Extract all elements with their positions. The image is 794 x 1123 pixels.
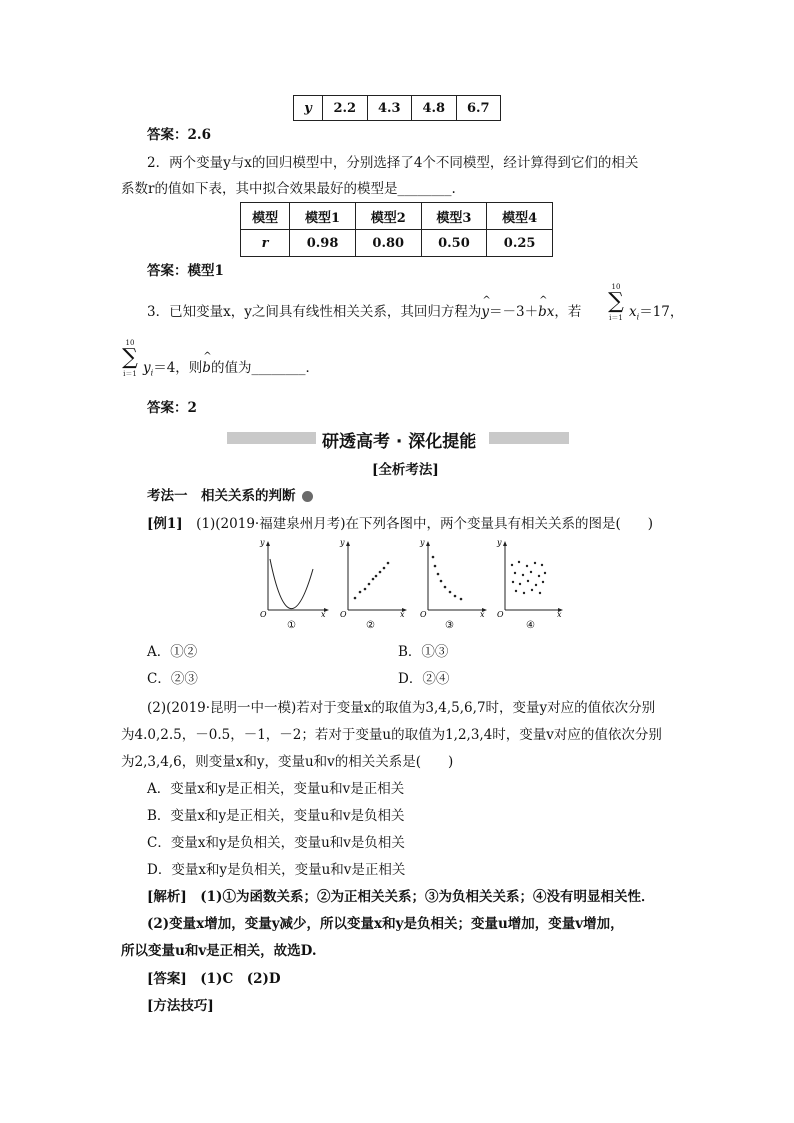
x-axis-label: x	[557, 610, 562, 619]
sum-x-symbol: 10 ∑ i＝1	[608, 283, 624, 322]
graph-4	[496, 538, 563, 630]
sum-upper-limit: 10	[611, 283, 621, 291]
answer-3: 答案：2	[147, 400, 197, 416]
table-cell: 4.8	[412, 96, 457, 121]
example-1-question: (1)(2019·福建泉州月考)在下列各图中，两个变量具有相关关系的图是( )	[196, 516, 654, 532]
table-header: 模型1	[290, 203, 356, 230]
y-axis-label: y	[260, 538, 265, 547]
equation-middle: ＝－3＋	[488, 304, 539, 320]
table-cell: 6.7	[456, 96, 501, 121]
table-cell: 0.50	[421, 230, 487, 257]
table-row-label: y	[294, 96, 323, 121]
table-cell: 2.2	[323, 96, 368, 121]
subscript-i: i	[150, 368, 154, 378]
method-1-text: 考法一 相关关系的判断	[147, 488, 296, 504]
example-1-part-2-line-3: 为2,3,4,6，则变量x和y，变量u和v的相关关系是( )	[121, 754, 454, 770]
y-hat: ^ y	[481, 304, 489, 320]
table-row-label: r	[241, 230, 290, 257]
x-variable: x	[629, 304, 637, 320]
answer-2: 答案：模型1	[147, 263, 224, 279]
table-header: 模型2	[355, 203, 421, 230]
graph-label: ①	[287, 620, 296, 630]
example-label: [例1]	[147, 516, 183, 532]
question-3-lead: 3．已知变量x，y之间具有线性相关关系，其回归方程为	[147, 304, 482, 320]
table-header: 模型3	[421, 203, 487, 230]
graph-label: ③	[445, 620, 454, 630]
example-1-line-1	[147, 512, 653, 532]
graph-3	[419, 538, 487, 630]
option-d: D．变量x和y是负相关，变量u和v是正相关	[147, 862, 406, 878]
x-variable: x	[546, 304, 555, 320]
sum-lower-limit: i＝1	[609, 314, 623, 322]
analysis-part-1: [解析] (1)①为函数关系；②为正相关关系；③为负相关关系；④没有明显相关性．	[147, 889, 655, 905]
example-1-part-2-line-2: 为4.0,2.5，－0.5，－1，－2；若对于变量u的取值为1,2,3,4时，变量v对应的值依次分别	[121, 727, 662, 743]
analysis-part-2-line-2: 所以变量u和v是正相关，故选D.	[121, 943, 317, 959]
question-2-line-2: 系数r的值如下表，其中拟合效果最好的模型是________.	[121, 181, 456, 197]
y-axis-label: y	[340, 538, 345, 547]
answer-1: 答案：2.6	[147, 127, 211, 143]
option-c: C．②③	[147, 671, 198, 687]
model-table	[240, 202, 553, 257]
x-axis-label: x	[480, 610, 485, 619]
table-cell: 0.80	[355, 230, 421, 257]
y-axis-label: y	[420, 538, 425, 547]
graph-2	[339, 538, 407, 630]
table-cell: 4.3	[367, 96, 412, 121]
example-1-part-2-line-1: (2)(2019·昆明一中一模)若对于变量x的取值为3,4,5,6,7时，变量y对应的值依次分别	[147, 700, 656, 716]
subscript-i: i	[636, 312, 640, 322]
analysis-part-2-line-1: (2)变量x增加，变量y减少，所以变量x和y是负相关；变量u增加，变量v增加，	[147, 916, 624, 932]
sum-lower-limit: i＝1	[123, 370, 137, 378]
section-subtitle: [全析考法]	[372, 462, 439, 478]
table-cell: 0.25	[487, 230, 553, 257]
option-b: B．变量x和y是正相关，变量u和v是负相关	[147, 808, 405, 824]
table-header: 模型	[241, 203, 290, 230]
option-a: A．①②	[147, 644, 198, 660]
example-1-answer: [答案] (1)C (2)D	[147, 971, 281, 987]
b-hat: ^ b	[202, 360, 211, 376]
method-1-label	[147, 484, 313, 504]
origin-label: O	[420, 610, 427, 619]
bullet-circle-icon	[302, 491, 313, 502]
question-3-line-2	[143, 356, 319, 378]
sum-x-value: ＝17，	[639, 304, 684, 320]
sum-x-expression	[629, 300, 683, 322]
top-data-table	[293, 95, 501, 121]
correlation-graphs	[255, 535, 575, 630]
table-header: 模型4	[487, 203, 553, 230]
b-hat: ^ b	[538, 304, 547, 320]
graph-1	[259, 538, 329, 630]
sum-y-symbol: 10 ∑ i＝1	[122, 339, 138, 378]
y-axis-label: y	[497, 538, 502, 547]
x-axis-label: x	[400, 610, 405, 619]
question-2-line-1: 2．两个变量y与x的回归模型中，分别选择了4个不同模型，经计算得到它们的相关	[147, 155, 639, 171]
graph-label: ④	[526, 620, 535, 630]
origin-label: O	[340, 610, 347, 619]
graph-label: ②	[366, 620, 375, 630]
question-3-line-1	[147, 300, 581, 320]
section-bar-left	[227, 432, 316, 444]
origin-label: O	[497, 610, 504, 619]
y-variable: y	[143, 360, 151, 376]
option-b: B．①③	[398, 644, 449, 660]
section-bar-right	[489, 432, 569, 444]
origin-label: O	[260, 610, 267, 619]
table-cell: 0.98	[290, 230, 356, 257]
sum-upper-limit: 10	[125, 339, 135, 347]
option-c: C．变量x和y是负相关，变量u和v是负相关	[147, 835, 405, 851]
method-tips-heading: [方法技巧]	[147, 998, 214, 1014]
sum-y-value: ＝4，则	[153, 360, 203, 376]
question-3-tail: 的值为________．	[210, 360, 319, 376]
x-axis-label: x	[321, 610, 326, 619]
option-a: A．变量x和y是正相关，变量u和v是正相关	[147, 781, 405, 797]
question-3-connector: ，若	[554, 304, 582, 320]
section-title: 研透高考 · 深化提能	[322, 432, 477, 452]
option-d: D．②④	[398, 671, 450, 687]
